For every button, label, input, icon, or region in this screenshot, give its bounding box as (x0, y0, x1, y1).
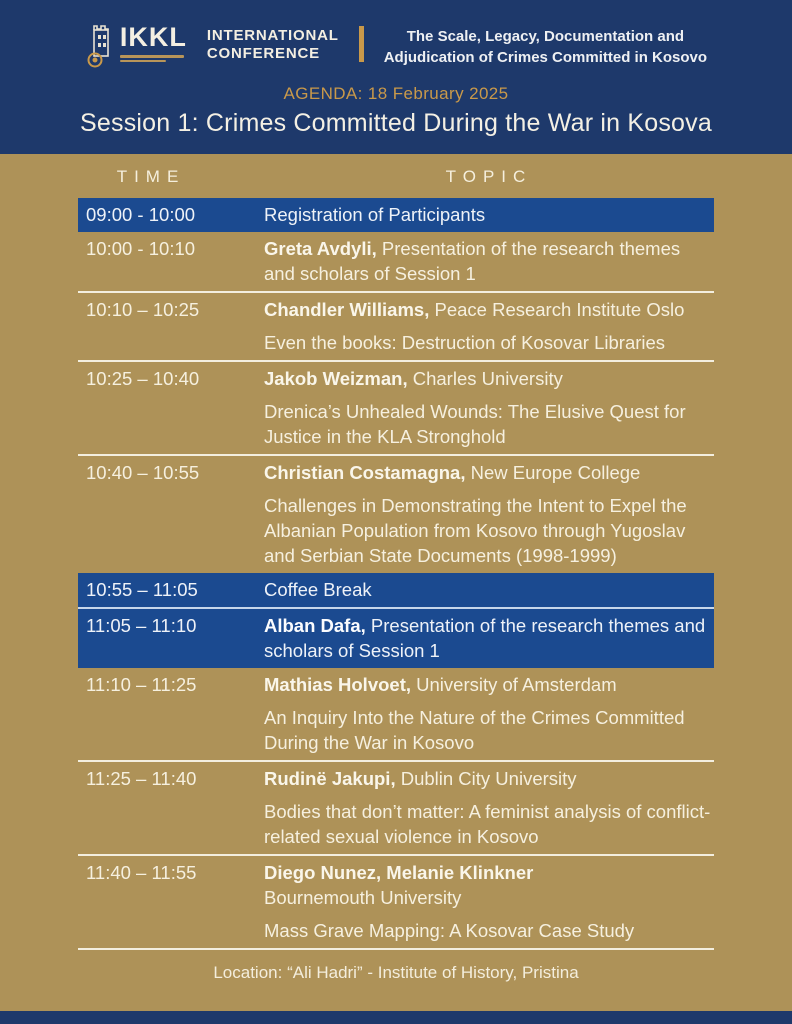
logo-caption-line (120, 60, 166, 63)
topic-cell (264, 613, 714, 663)
conference-label (207, 27, 339, 62)
time-cell: 11:25 – 11:40 (86, 768, 197, 789)
gold-divider-bar (359, 26, 364, 62)
time-cell: 10:55 – 11:05 (86, 579, 198, 600)
logo-wordmark: IKKL (119, 22, 187, 52)
agenda-row (78, 573, 714, 609)
topic-text: Dublin City University (395, 768, 577, 789)
topic-cell (264, 297, 714, 355)
topic-paragraph (264, 399, 712, 449)
topic-cell (264, 366, 714, 449)
topic-text: Presentation of the research themes and scholars of Session 1 (264, 238, 681, 284)
topic-text: Peace Research Institute Oslo (429, 299, 685, 320)
topic-paragraph (264, 493, 712, 568)
topic-paragraph (264, 366, 712, 391)
time-cell: 11:10 – 11:25 (86, 674, 197, 695)
speaker-name: Diego Nunez, Melanie Klinkner (264, 862, 534, 883)
time-column-header: TIME (116, 167, 186, 186)
conference-label-line1: INTERNATIONAL (206, 27, 339, 44)
topic-text: Coffee Break (264, 579, 372, 600)
topic-text: Bodies that don’t matter: A feminist analysis of conflict-related sexual violence in Kosovo (264, 801, 711, 847)
agenda-row (78, 762, 714, 856)
topic-paragraph (264, 460, 712, 485)
agenda-row (78, 668, 714, 762)
speaker-name: Christian Costamagna, (264, 462, 466, 483)
topic-text: An Inquiry Into the Nature of the Crimes Committed During the War in Kosovo (264, 707, 685, 753)
logo-caption-line (120, 55, 184, 58)
topic-paragraph (264, 799, 712, 849)
topic-paragraph (264, 766, 712, 791)
time-cell: 10:00 - 10:10 (86, 238, 196, 259)
speaker-name: Chandler Williams, (264, 299, 430, 320)
bottom-navy-strip (0, 1011, 792, 1024)
conference-label-line2: CONFERENCE (206, 44, 320, 62)
speaker-name: Mathias Holvoet, (264, 674, 411, 695)
topic-paragraph (264, 330, 712, 355)
time-cell: 10:25 – 10:40 (86, 368, 200, 389)
topic-text: University of Amsterdam (411, 674, 617, 695)
topic-cell (264, 460, 714, 568)
topic-cell (264, 860, 714, 943)
ikkl-logo (85, 24, 187, 68)
agenda-row (78, 293, 714, 362)
header-band (0, 0, 792, 154)
topic-cell (264, 202, 714, 227)
time-cell: 10:40 – 10:55 (86, 462, 200, 483)
topic-text: Challenges in Demonstrating the Intent to Expel the Albanian Population from Kosovo through Yugoslav and Serbian State Documents (1998-1999) (264, 495, 687, 566)
topic-paragraph (264, 860, 712, 885)
logo-caption-lines (120, 55, 187, 64)
topic-paragraph (264, 672, 712, 697)
conference-tagline (384, 26, 707, 68)
topic-cell (264, 672, 714, 755)
topic-paragraph (264, 297, 712, 322)
logo-row (0, 24, 792, 68)
speaker-name: Rudinë Jakupi, (264, 768, 396, 789)
topic-paragraph (264, 577, 712, 602)
speaker-name: Alban Dafa, (264, 615, 366, 636)
tagline-line2: Adjudication of Crimes Committed in Kosovo (383, 49, 708, 66)
time-cell: 11:05 – 11:10 (86, 615, 197, 636)
topic-paragraph (264, 613, 712, 663)
tower-emblem-icon (85, 24, 115, 68)
speaker-name: Jakob Weizman, (264, 368, 408, 389)
topic-text: Presentation of the research themes and scholars of Session 1 (264, 615, 706, 661)
topic-text: Drenica’s Unhealed Wounds: The Elusive Quest for Justice in the KLA Stronghold (264, 401, 686, 447)
agenda-rows (78, 198, 714, 950)
topic-paragraph (264, 705, 712, 755)
agenda-date-line: AGENDA: 18 February 2025 (283, 84, 509, 103)
topic-paragraph (264, 918, 712, 943)
table-header-row (78, 162, 714, 192)
time-cell: 11:40 – 11:55 (86, 862, 197, 883)
logo-stack (120, 24, 187, 64)
agenda-row (78, 362, 714, 456)
topic-text: Mass Grave Mapping: A Kosovar Case Study (264, 920, 635, 941)
topic-text: Even the books: Destruction of Kosovar Libraries (264, 332, 666, 353)
topic-cell (264, 577, 714, 602)
time-cell: 09:00 - 10:00 (86, 204, 196, 225)
topic-text: Charles University (407, 368, 563, 389)
topic-cell (264, 236, 714, 286)
topic-paragraph (264, 885, 712, 910)
time-cell: 10:10 – 10:25 (86, 299, 200, 320)
agenda-row (78, 232, 714, 293)
agenda-row (78, 456, 714, 573)
agenda-row (78, 609, 714, 668)
topic-paragraph (264, 236, 712, 286)
topic-text: Bournemouth University (264, 887, 462, 908)
topic-paragraph (264, 202, 712, 227)
speaker-name: Greta Avdyli, (264, 238, 377, 259)
topic-cell (264, 766, 714, 849)
tagline-line1: The Scale, Legacy, Documentation and (406, 28, 685, 45)
topic-text: Registration of Participants (264, 204, 486, 225)
location-line: Location: “Ali Hadri” - Institute of History, Pristina (213, 963, 579, 982)
topic-column-header: TOPIC (445, 167, 533, 186)
session-title: Session 1: Crimes Committed During the War in Kosova (80, 109, 712, 137)
agenda-row (78, 856, 714, 950)
agenda-row (78, 198, 714, 232)
topic-text: New Europe College (465, 462, 641, 483)
agenda-table (78, 162, 714, 950)
